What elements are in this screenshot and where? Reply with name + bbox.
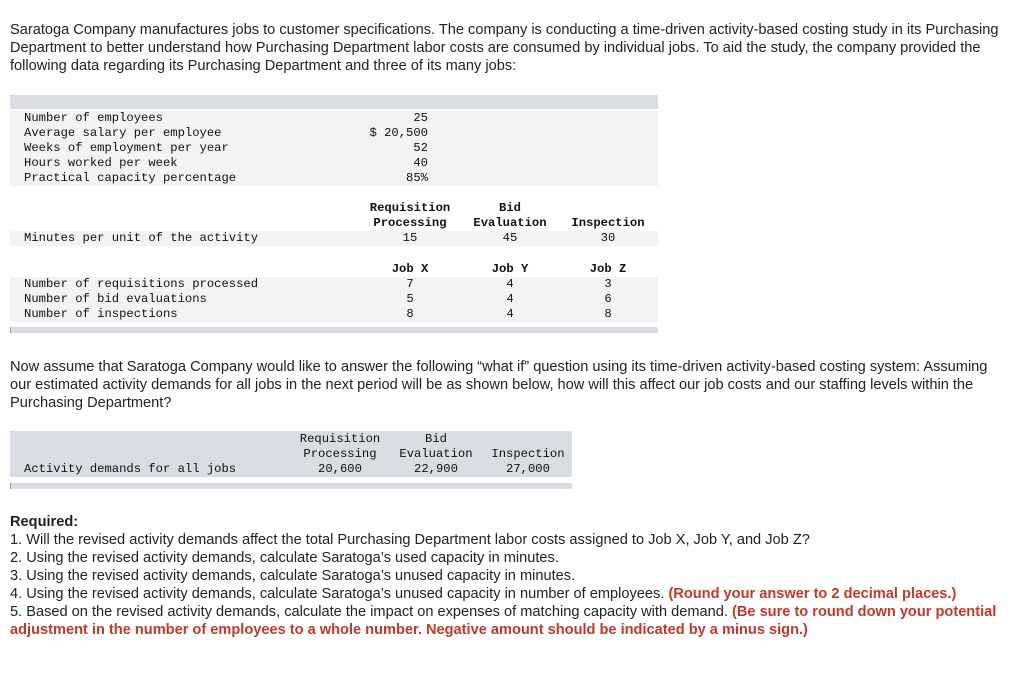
job-header: Job Z	[589, 262, 627, 276]
table2-value: 22,900	[414, 462, 458, 476]
required-item-2	[10, 549, 1010, 567]
minutes-value: 30	[600, 231, 616, 245]
required-item-text: 3. Using the revised activity demands, calculate Saratoga’s unused capacity in minutes.	[10, 568, 576, 584]
table1-header-bar	[10, 95, 658, 109]
activity-header: Processing	[373, 216, 447, 230]
row-value: 40	[413, 156, 428, 170]
job-cell: 4	[506, 307, 514, 321]
job-cell: 3	[604, 277, 612, 291]
required-item-1	[10, 531, 1010, 549]
minutes-value: 15	[402, 231, 418, 245]
job-header: Job Y	[491, 262, 529, 276]
table2-value: 27,000	[506, 462, 550, 476]
activity-header: Requisition	[369, 201, 451, 215]
required-item-note: (Round your answer to 2 decimal places.)	[668, 586, 957, 602]
row-label: Number of employees	[24, 111, 163, 125]
intro-paragraph: Saratoga Company manufactures jobs to customer specifications. The company is conducting a time-driven activity-based costing study in its Purchasing Department to better understand how Purchasing Department labor costs are consumed by individual jobs. To aid the study, the company provided the following data regarding its Purchasing Department and three of its many jobs:	[10, 22, 999, 74]
activity-header: Inspection	[571, 216, 645, 230]
job-header: Job X	[391, 262, 429, 276]
table1-footer-bar	[10, 327, 658, 333]
table2-header: Inspection	[491, 447, 565, 461]
required-item-note: (Be sure to round down your potential adjustment in the number of employees to a whole number. Negative amount should be indicated by a minus sign.)	[10, 604, 997, 638]
row-value: 85%	[406, 171, 428, 185]
minutes-label: Minutes per unit of the activity	[24, 231, 259, 245]
table2-value: 20,600	[318, 462, 362, 476]
job-row-label: Number of bid evaluations	[24, 292, 207, 306]
required-item-4	[10, 585, 1010, 603]
job-cell: 8	[406, 307, 414, 321]
required-item-5	[10, 603, 1010, 639]
required-item-text: 2. Using the revised activity demands, calculate Saratoga’s used capacity in minutes.	[10, 550, 559, 566]
job-cell: 7	[406, 277, 414, 291]
table2-header: Evaluation	[399, 447, 473, 461]
row-value: 25	[413, 111, 428, 125]
whatif-paragraph: Now assume that Saratoga Company would like to answer the following “what if” question using its time-driven activity-based costing system: Assuming our estimated activity demands for all jobs in the next period will be as shown below, how will this affect our job costs and our staffing levels within the Purchasing Department?	[10, 359, 988, 411]
table2-header: Bid	[425, 432, 447, 446]
required-item-text: 4. Using the revised activity demands, calculate Saratoga’s unused capacity in number of employees.	[10, 586, 665, 602]
row-label: Hours worked per week	[24, 156, 178, 170]
table2-row-label: Activity demands for all jobs	[24, 462, 237, 476]
row-value: $ 20,500	[369, 126, 428, 140]
row-label: Practical capacity percentage	[24, 171, 237, 185]
job-cell: 4	[506, 292, 514, 306]
minutes-value: 45	[502, 231, 518, 245]
job-cell: 8	[604, 307, 612, 321]
table2-footer-bar	[10, 483, 572, 489]
row-label: Weeks of employment per year	[24, 141, 229, 155]
job-cell: 4	[506, 277, 514, 291]
required-item-text: 1. Will the revised activity demands affect the total Purchasing Department labor costs assigned to Job X, Job Y, and Job Z?	[10, 532, 810, 548]
job-row-label: Number of requisitions processed	[24, 277, 259, 291]
job-row-label: Number of inspections	[24, 307, 178, 321]
required-section	[10, 513, 1010, 639]
job-cell: 6	[604, 292, 612, 306]
row-value: 52	[413, 141, 428, 155]
table2-header: Requisition	[299, 432, 381, 446]
required-item-text: 5. Based on the revised activity demands, calculate the impact on expenses of matching capacity with demand.	[10, 604, 728, 620]
required-item-3	[10, 567, 1010, 585]
table2-header: Processing	[303, 447, 377, 461]
activity-header: Evaluation	[473, 216, 547, 230]
job-cell: 5	[406, 292, 414, 306]
activity-header: Bid	[499, 201, 521, 215]
required-title: Required:	[10, 514, 79, 530]
row-label: Average salary per employee	[24, 126, 222, 140]
